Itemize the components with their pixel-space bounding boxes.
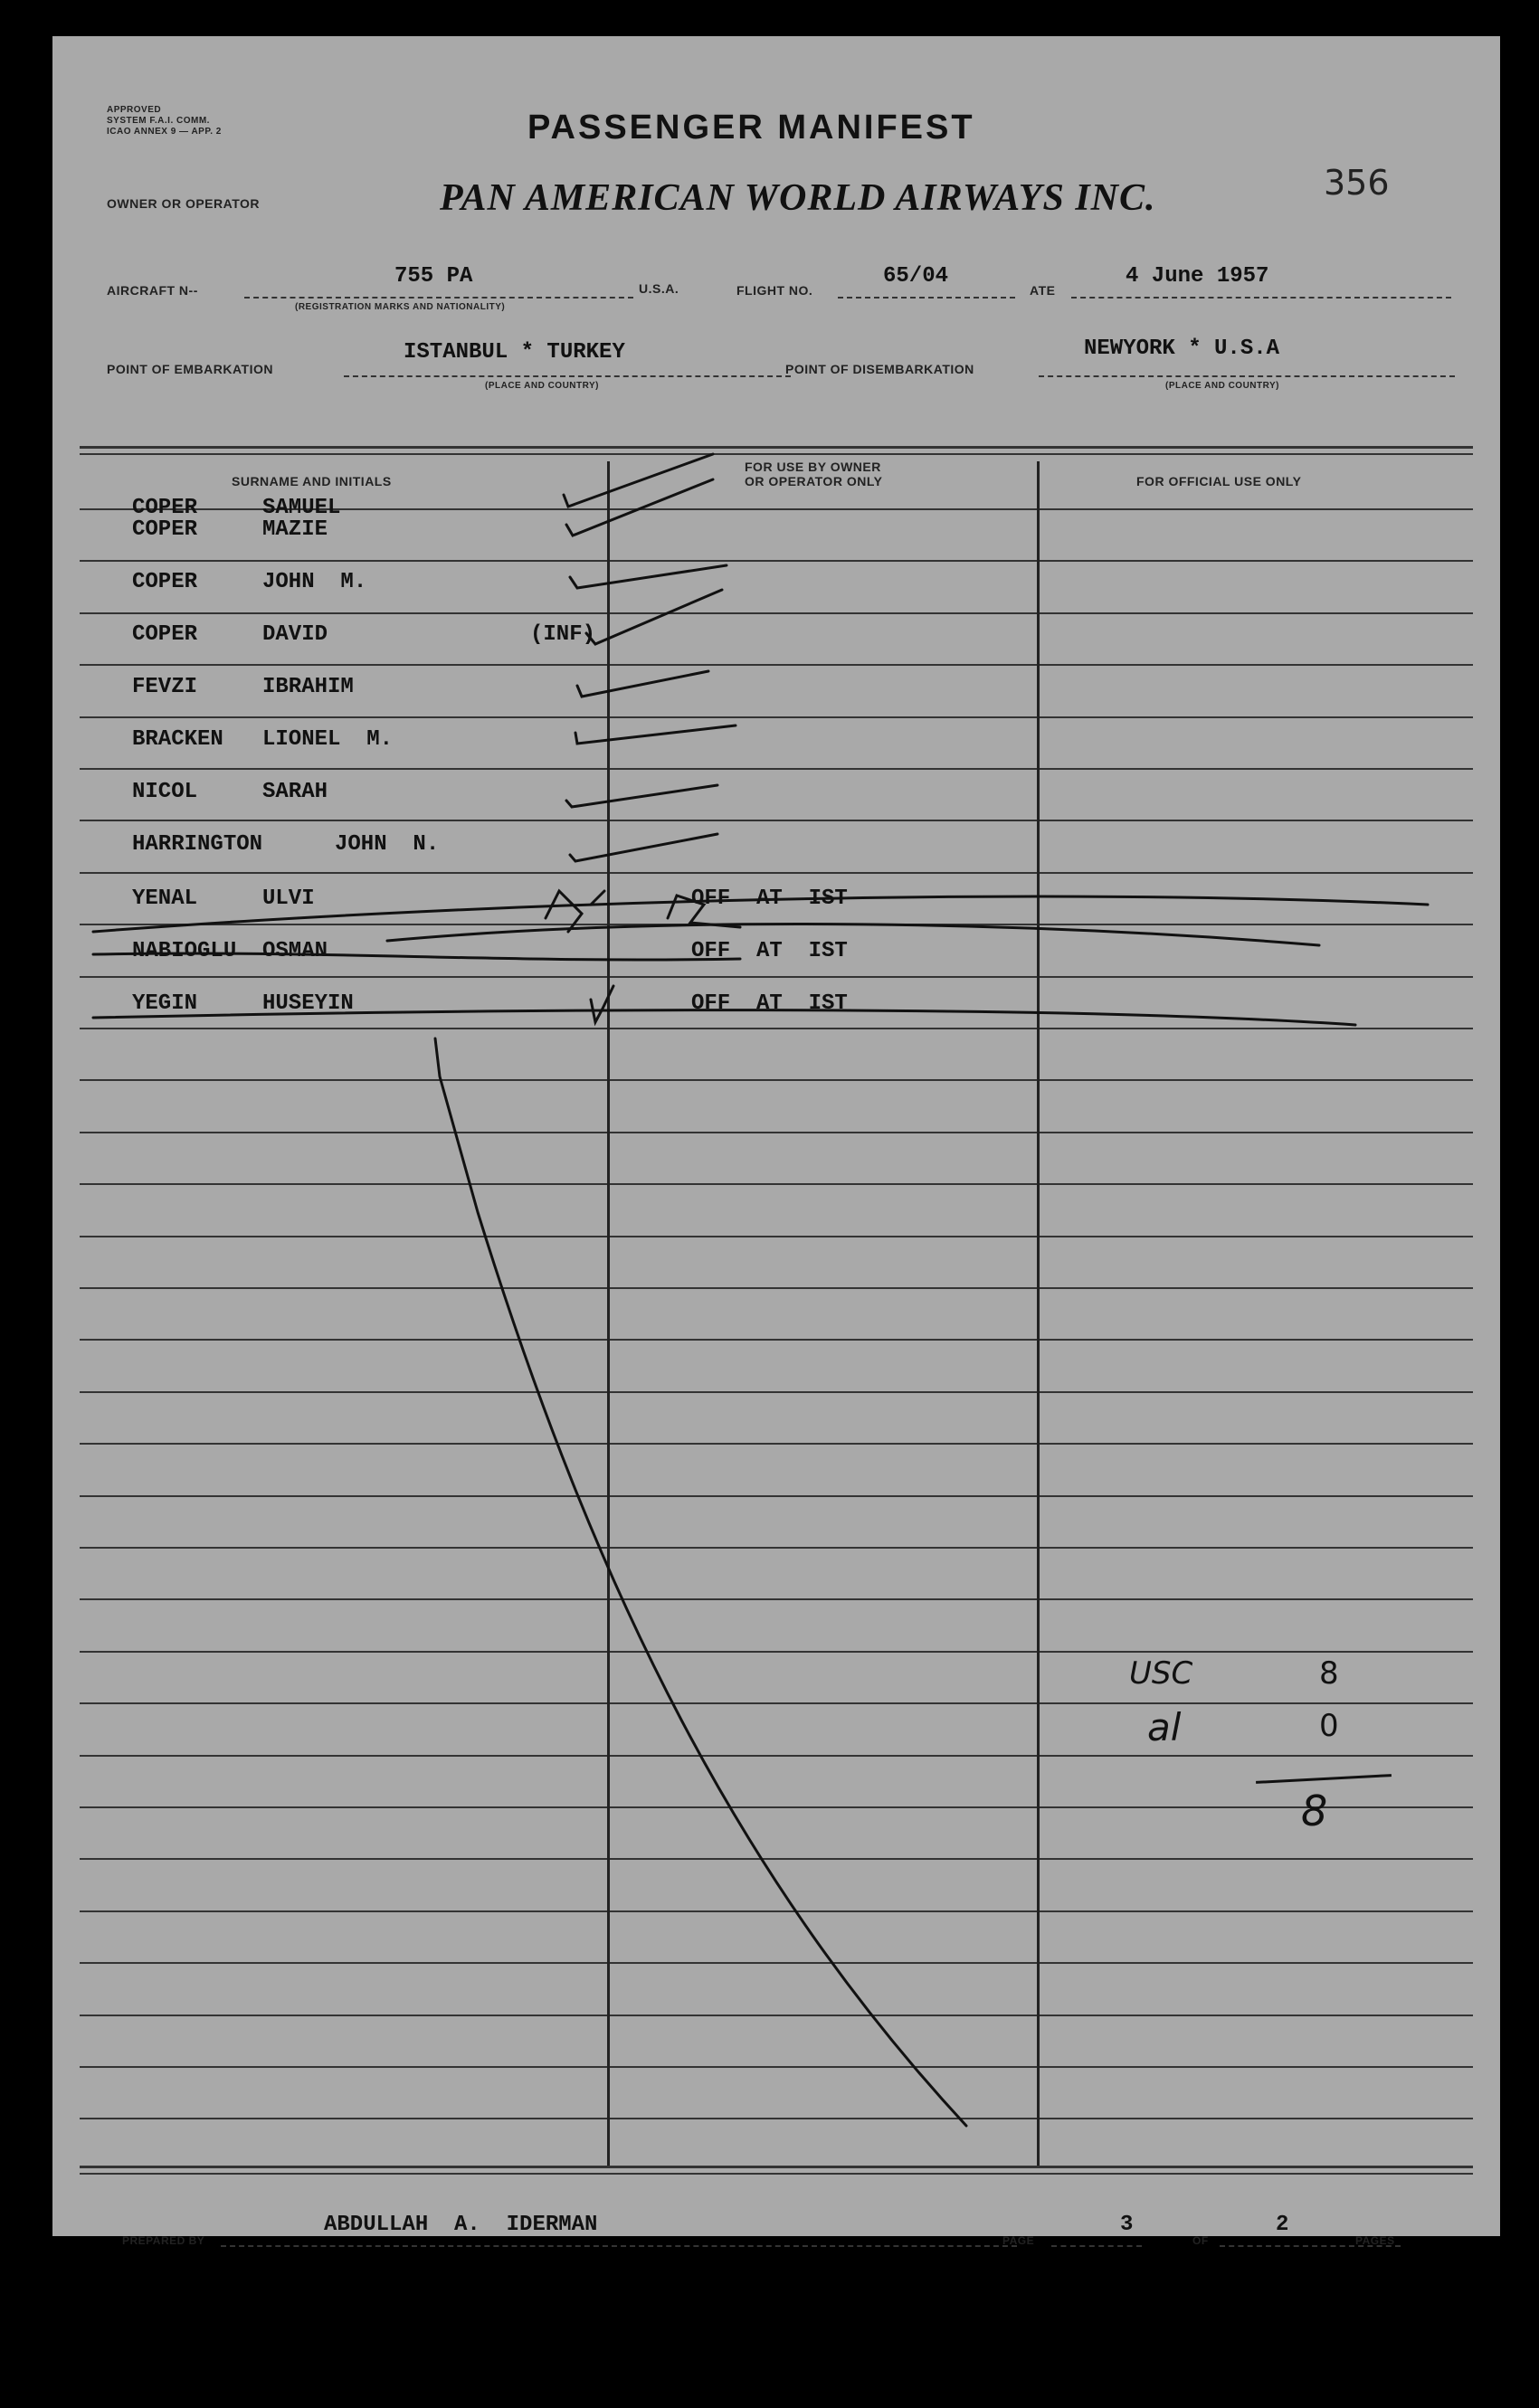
passenger-given-names: IBRAHIM: [262, 675, 354, 699]
passenger-given-names: SARAH: [262, 780, 328, 804]
passenger-remark: OFF AT IST: [691, 939, 848, 963]
owner-value: PAN AMERICAN WORLD AIRWAYS INC.: [440, 177, 1156, 219]
col-header-owner-use-line-2: OR OPERATOR ONLY: [745, 474, 883, 488]
passenger-given-names: JOHN M.: [262, 570, 367, 594]
disembark-value: NEWYORK * U.S.A: [1084, 337, 1280, 361]
col-header-surname: SURNAME AND INITIALS: [232, 474, 392, 488]
checkmark-icon: [566, 479, 713, 536]
flight-label: FLIGHT NO.: [736, 283, 813, 298]
date-value: 4 June 1957: [1126, 264, 1269, 289]
checkmark-icon: [570, 565, 727, 588]
owner-label: OWNER OR OPERATOR: [107, 196, 260, 211]
passenger-surname: BRACKEN: [132, 727, 223, 752]
strikethrough-line: [387, 924, 1319, 945]
passenger-surname: YENAL: [132, 886, 198, 911]
aircraft-value: 755 PA: [394, 264, 473, 289]
disembark-label: POINT OF DISEMBARKATION: [785, 362, 974, 376]
passenger-given-names: HUSEYIN: [262, 991, 354, 1016]
tally-al-value: 0: [1319, 1708, 1339, 1744]
tally-usc-value: 8: [1319, 1655, 1339, 1692]
passenger-surname: HARRINGTON: [132, 832, 263, 857]
approval-line-3: ICAO ANNEX 9 — APP. 2: [107, 127, 222, 137]
tally-usc-label: USC: [1129, 1655, 1193, 1692]
handwritten-marks: [52, 36, 1500, 2236]
passenger-note: (INF): [530, 622, 596, 647]
disembark-caption: (PLACE AND COUNTRY): [1165, 381, 1279, 391]
passenger-surname: NABIOGLU: [132, 939, 237, 963]
strikethrough-line: [93, 896, 1428, 932]
strikethrough-line: [93, 1010, 1355, 1025]
col-header-owner-use-line-1: FOR USE BY OWNER: [745, 460, 881, 474]
passenger-surname: FEVZI: [132, 675, 198, 699]
passenger-surname: YEGIN: [132, 991, 198, 1016]
cancel-diagonal-line: [435, 1038, 966, 2126]
passenger-surname: COPER: [132, 622, 198, 647]
date-label: ATE: [1030, 283, 1056, 298]
passenger-remark: OFF AT IST: [691, 886, 848, 911]
passenger-given-names: ULVI: [262, 886, 315, 911]
passenger-given-names: MAZIE: [262, 517, 328, 542]
aircraft-label: AIRCRAFT N--: [107, 283, 198, 298]
passenger-given-names: LIONEL M.: [262, 727, 394, 752]
embark-label: POINT OF EMBARKATION: [107, 362, 273, 376]
checkmark-icon: [564, 454, 713, 507]
checkmark-icon: [577, 671, 708, 697]
checkmark-icon: [575, 725, 736, 744]
passenger-surname: COPER: [132, 496, 198, 520]
passenger-surname: COPER: [132, 570, 198, 594]
manifest-form: [52, 36, 1500, 2247]
of-label: OF: [1192, 2234, 1209, 2247]
page-title: PASSENGER MANIFEST: [527, 109, 975, 147]
passenger-given-names: JOHN N.: [335, 832, 440, 857]
nationality-label: U.S.A.: [639, 281, 679, 296]
strikethrough-line: [93, 953, 740, 960]
page-value: 3: [1120, 2213, 1134, 2237]
checkmark-icon: [591, 986, 613, 1022]
flight-value: 65/04: [883, 264, 949, 289]
col-header-official: FOR OFFICIAL USE ONLY: [1136, 474, 1302, 488]
registration-caption: (REGISTRATION MARKS AND NATIONALITY): [295, 302, 506, 312]
checkmark-icon: [570, 834, 717, 861]
passenger-given-names: SAMUEL: [262, 496, 341, 520]
prepared-value: ABDULLAH A. IDERMAN: [324, 2213, 598, 2237]
embark-value: ISTANBUL * TURKEY: [404, 340, 625, 365]
approval-line-2: SYSTEM F.A.I. COMM.: [107, 116, 210, 126]
passenger-given-names: DAVID: [262, 622, 328, 647]
checkmark-icon: [586, 590, 722, 644]
passenger-remark: OFF AT IST: [691, 991, 848, 1016]
tally-al-label: al: [1147, 1705, 1182, 1749]
passenger-given-names: OSMAN: [262, 939, 328, 963]
prepared-label: PREPARED BY: [122, 2234, 205, 2247]
of-value: 2: [1276, 2213, 1289, 2237]
approval-line-1: APPROVED: [107, 105, 162, 115]
embark-caption: (PLACE AND COUNTRY): [485, 381, 599, 391]
page-label: PAGE: [1002, 2234, 1035, 2247]
checkmark-icon: [566, 785, 717, 807]
pages-label: PAGES: [1355, 2234, 1395, 2247]
tally-total: 8: [1301, 1787, 1328, 1835]
page-stamp: 356: [1324, 163, 1390, 203]
passenger-surname: COPER: [132, 517, 198, 542]
passenger-surname: NICOL: [132, 780, 198, 804]
